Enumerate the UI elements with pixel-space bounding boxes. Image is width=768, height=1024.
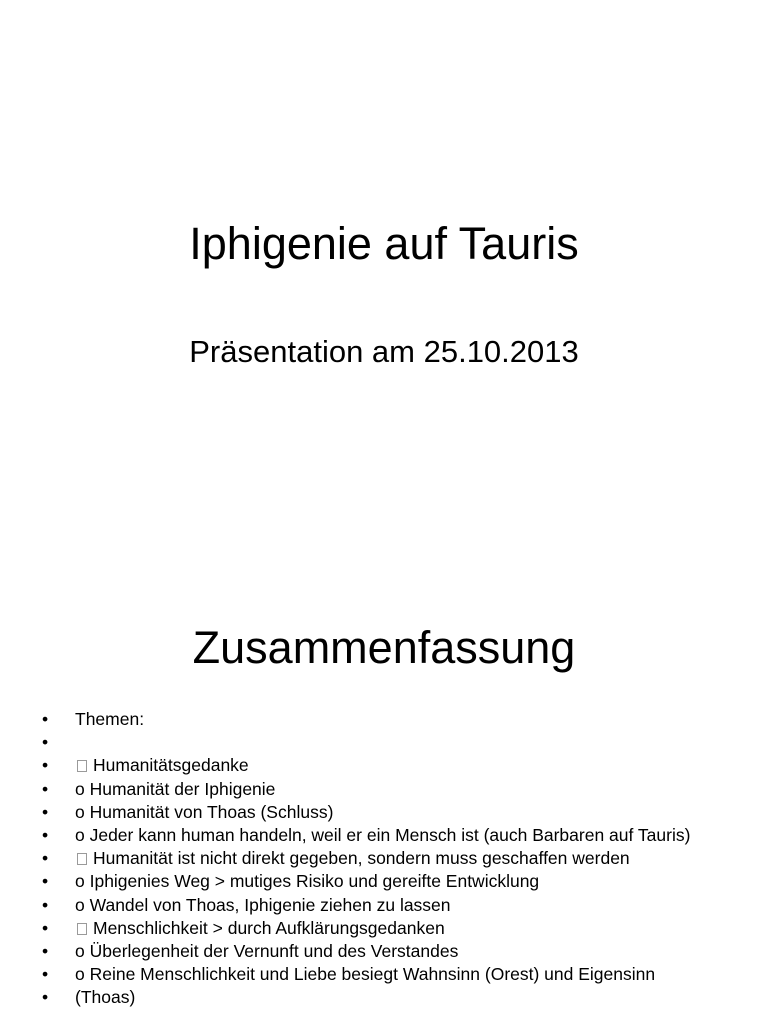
bullet-text [75, 826, 732, 845]
bullet-text [75, 849, 732, 868]
bullet-text-content: o Humanität der Iphigenie [75, 778, 276, 799]
bullet-text [75, 872, 732, 891]
bullet-text [75, 803, 732, 822]
bullet-text [75, 988, 732, 1007]
bullet-dot-icon: • [42, 755, 49, 776]
bullet-text-content: o Jeder kann human handeln, weil er ein Mensch ist (auch Barbaren auf Tauris) [75, 824, 691, 845]
bullet-dot-icon: • [42, 778, 49, 799]
summary-bullet-item [42, 942, 732, 961]
summary-bullet-item [42, 733, 732, 752]
summary-bullet-item [42, 896, 732, 915]
bullet-text [75, 942, 732, 961]
bullet-text-content: (Thoas) [75, 987, 136, 1008]
bullet-dot-icon: • [42, 894, 49, 915]
summary-bullet-list [42, 710, 732, 1011]
bullet-dot-icon: • [42, 940, 49, 961]
bullet-text-content: o Reine Menschlichkeit und Liebe besiegt Wahnsinn (Orest) und Eigensinn [75, 964, 656, 985]
summary-bullet-item [42, 803, 732, 822]
presentation-title: Iphigenie auf Tauris [189, 218, 579, 269]
summary-bullet-item [42, 872, 732, 891]
bullet-dot-icon: • [42, 709, 49, 729]
bullet-dot-icon: • [42, 848, 49, 869]
summary-bullet-item [42, 756, 732, 775]
bullet-dot-icon: • [42, 987, 49, 1008]
bullet-text [75, 965, 732, 984]
bullet-text [75, 896, 732, 915]
summary-bullet-item [42, 849, 732, 868]
bullet-text [75, 919, 732, 938]
bullet-text-content: Menschlichkeit > durch Aufklärungsgedanken [93, 917, 445, 938]
bullet-dot-icon: • [42, 801, 49, 822]
bullet-text-content: o Iphigenies Weg > mutiges Risiko und gereifte Entwicklung [75, 871, 540, 892]
bullet-text-content: o Humanität von Thoas (Schluss) [75, 801, 334, 822]
bullet-dot-icon: • [42, 871, 49, 892]
bullet-text-content: o Wandel von Thoas, Iphigenie ziehen zu lassen [75, 894, 451, 915]
bullet-dot-icon: • [42, 917, 49, 938]
missing-glyph-icon [77, 853, 87, 865]
bullet-text-content: o Überlegenheit der Vernunft und des Verstandes [75, 940, 459, 961]
bullet-text [75, 710, 732, 729]
bullet-dot-icon: • [42, 732, 49, 753]
summary-bullet-item [42, 826, 732, 845]
bullet-text [75, 756, 732, 775]
summary-bullet-item [42, 710, 732, 729]
summary-slide-title: Zusammenfassung [192, 622, 576, 673]
bullet-text-content: Themen: [75, 709, 145, 729]
summary-bullet-item [42, 919, 732, 938]
bullet-text-content: Humanität ist nicht direkt gegeben, sondern muss geschaffen werden [93, 848, 630, 869]
missing-glyph-icon [77, 760, 87, 772]
bullet-dot-icon: • [42, 824, 49, 845]
missing-glyph-icon [77, 923, 87, 935]
bullet-dot-icon: • [42, 964, 49, 985]
summary-bullet-item [42, 988, 732, 1007]
summary-bullet-item [42, 780, 732, 799]
bullet-text [75, 780, 732, 799]
summary-bullet-item [42, 965, 732, 984]
bullet-text-content: Humanitätsgedanke [93, 755, 249, 776]
presentation-subtitle: Präsentation am 25.10.2013 [189, 334, 579, 369]
